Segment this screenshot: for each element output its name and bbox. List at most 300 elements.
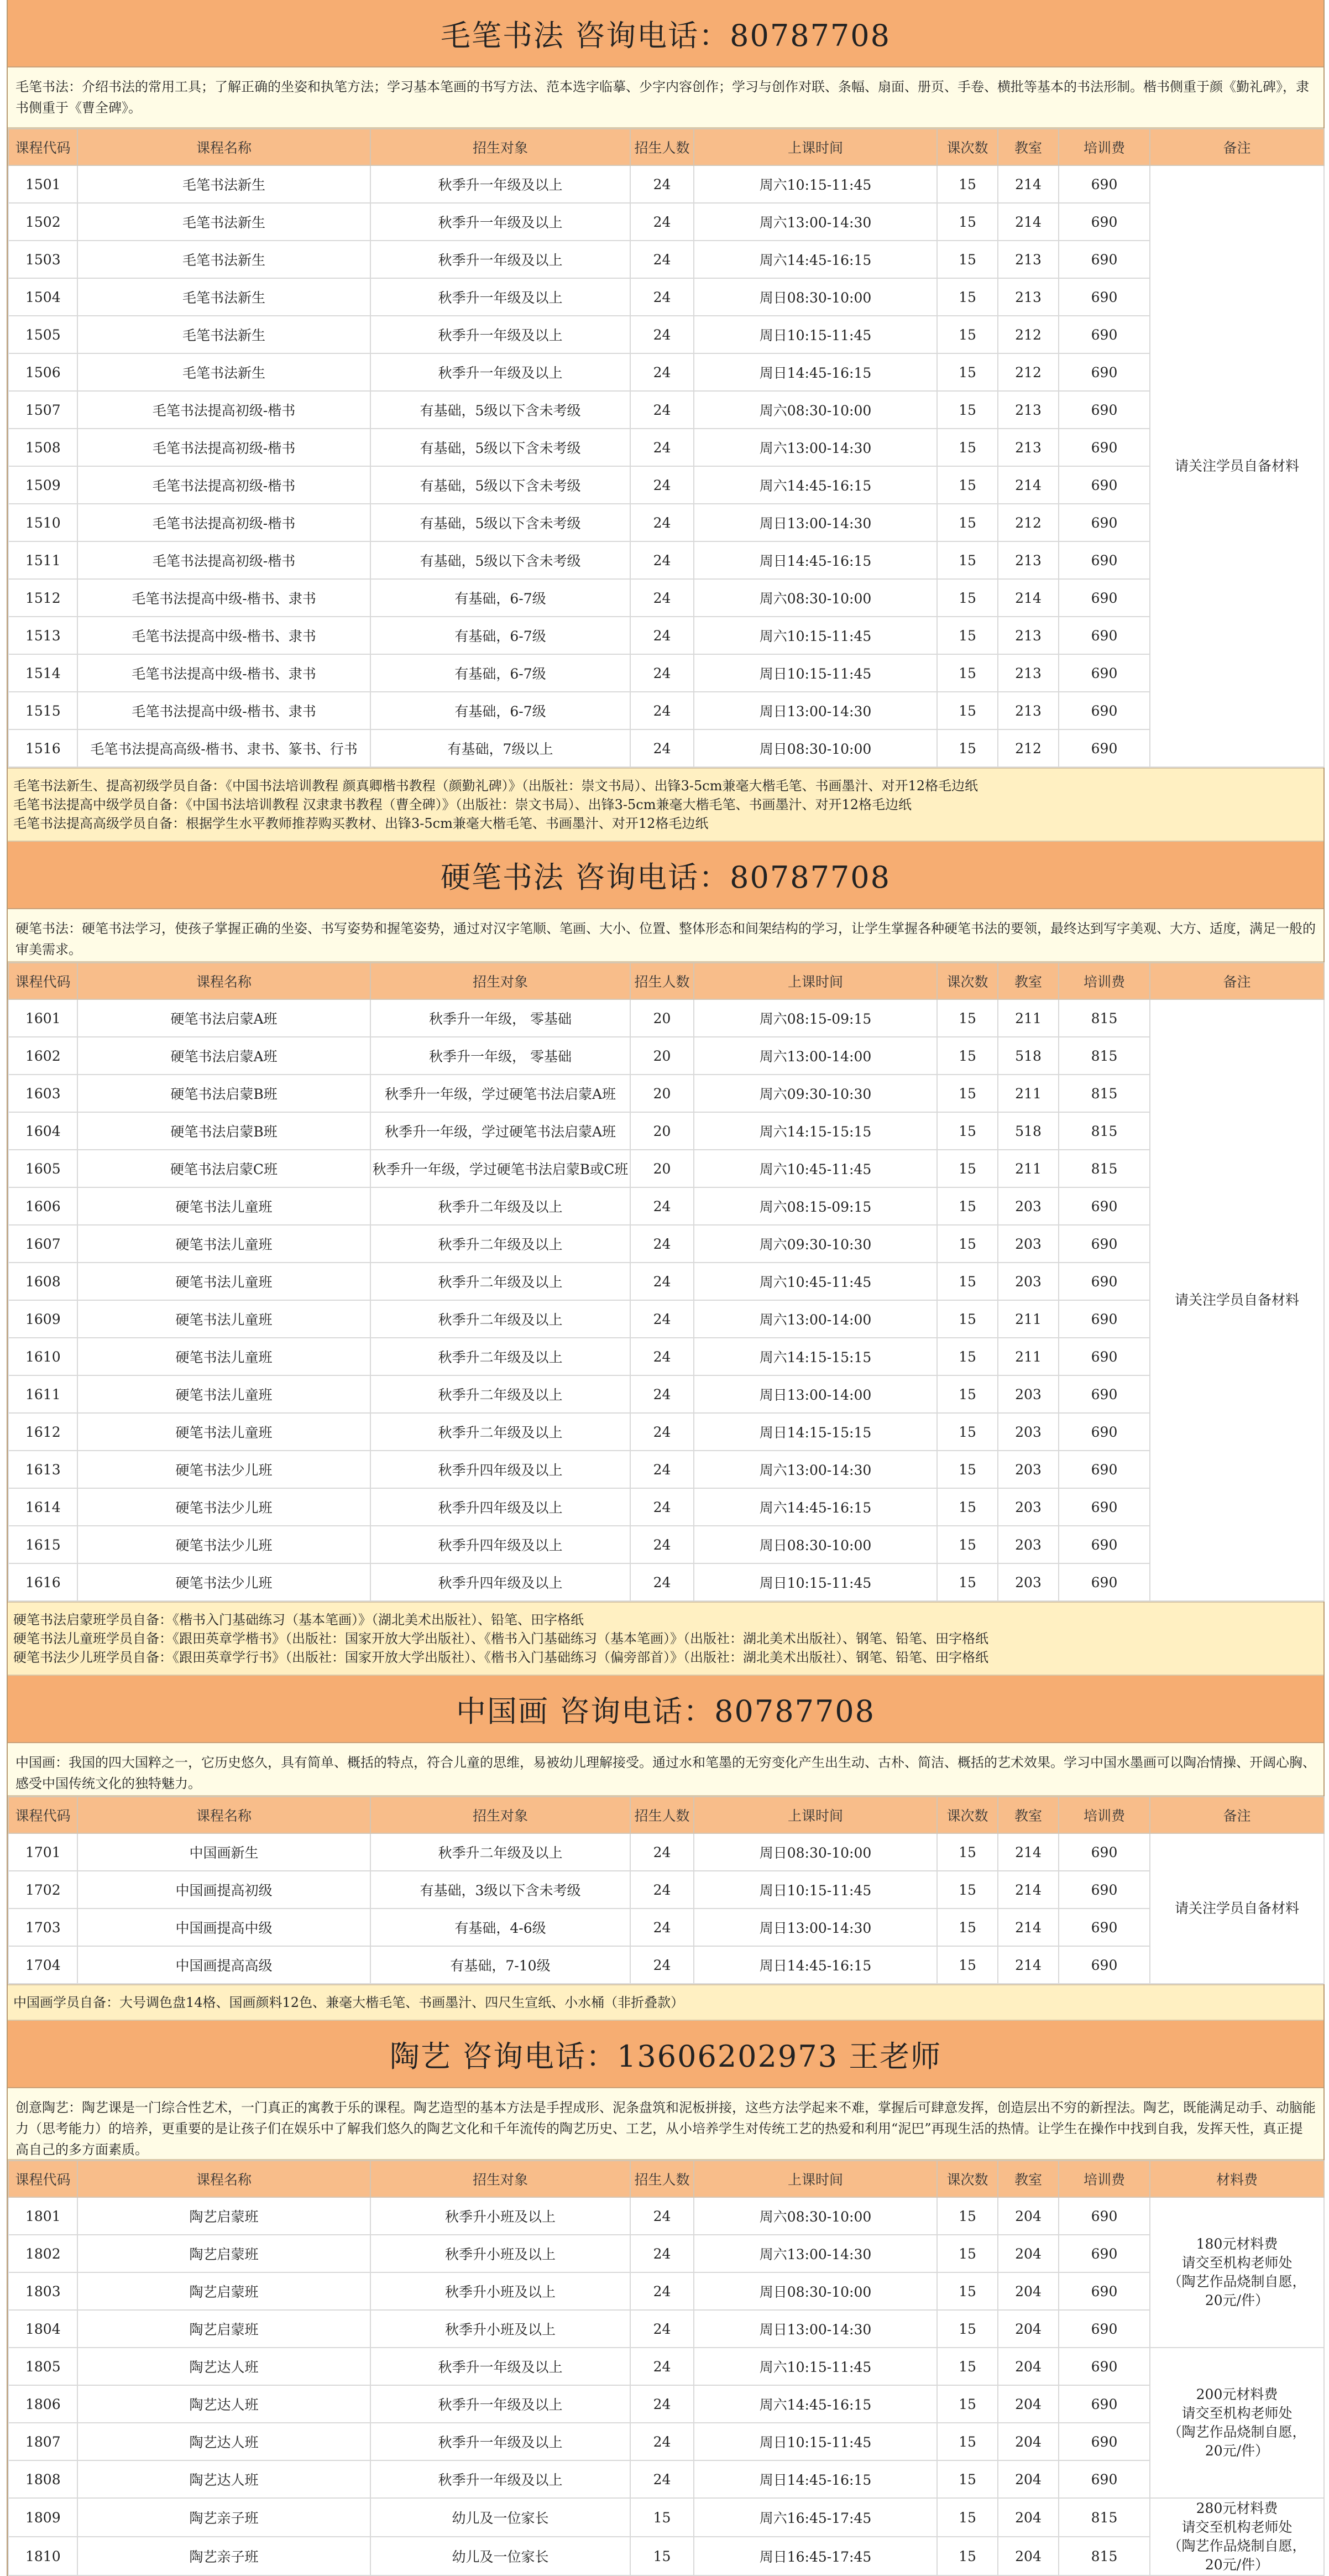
table-cell: 15 xyxy=(937,1037,998,1075)
table-cell: 1801 xyxy=(8,2197,77,2235)
table-cell: 690 xyxy=(1059,316,1150,353)
section-description: 硬笔书法：硬笔书法学习，使孩子掌握正确的坐姿、书写姿势和握笔姿势，通过对汉字笔顺、笔画、大小、位置、整体形态和间架结构的学习，让学生掌握各种硬笔书法的要领，最终达到写字美观、大方、适度，满足一般的审美需求。 xyxy=(8,909,1323,962)
table-cell: 15 xyxy=(937,541,998,579)
table-row xyxy=(8,1187,1324,1225)
table-cell: 15 xyxy=(937,1075,998,1112)
table-cell: 203 xyxy=(998,1488,1059,1526)
column-header: 教室 xyxy=(998,2161,1059,2197)
course-table xyxy=(8,962,1325,1602)
table-cell: 秋季升一年级及以上 xyxy=(370,316,630,353)
table-cell: 有基础，7-10级 xyxy=(370,1946,630,1984)
table-row xyxy=(8,2385,1324,2423)
materials-note xyxy=(8,1602,1323,1676)
table-cell: 1501 xyxy=(8,165,77,203)
table-cell: 15 xyxy=(630,2537,694,2575)
remark-cell: 请关注学员自备材料 xyxy=(1150,165,1324,767)
table-cell: 212 xyxy=(998,316,1059,353)
table-row xyxy=(8,2348,1324,2385)
table-cell: 周日13:00-14:30 xyxy=(694,2310,937,2348)
table-cell: 15 xyxy=(937,1526,998,1563)
table-cell: 15 xyxy=(937,1871,998,1908)
table-cell: 15 xyxy=(937,1300,998,1338)
table-cell: 24 xyxy=(630,1488,694,1526)
table-cell: 1604 xyxy=(8,1112,77,1150)
table-cell: 15 xyxy=(937,2348,998,2385)
table-cell: 15 xyxy=(937,1946,998,1984)
table-cell: 15 xyxy=(937,1451,998,1488)
table-cell: 秋季升一年级，学过硬笔书法启蒙A班 xyxy=(370,1075,630,1112)
table-row xyxy=(8,541,1324,579)
table-cell: 214 xyxy=(998,1946,1059,1984)
table-cell: 1703 xyxy=(8,1908,77,1946)
table-cell: 214 xyxy=(998,1871,1059,1908)
table-cell: 204 xyxy=(998,2348,1059,2385)
column-header: 课程代码 xyxy=(8,2161,77,2197)
section-title: 硬笔书法 咨询电话：80787708 xyxy=(8,842,1323,909)
table-cell: 24 xyxy=(630,617,694,654)
table-cell: 毛笔书法新生 xyxy=(77,278,370,316)
table-header-row xyxy=(8,963,1324,999)
table-cell: 15 xyxy=(937,2197,998,2235)
table-cell: 秋季升一年级及以上 xyxy=(370,165,630,203)
table-cell: 24 xyxy=(630,1375,694,1413)
table-cell: 690 xyxy=(1059,1908,1150,1946)
table-row xyxy=(8,2498,1324,2537)
table-cell: 毛笔书法提高初级-楷书 xyxy=(77,391,370,429)
table-cell: 518 xyxy=(998,1112,1059,1150)
table-cell: 204 xyxy=(998,2460,1059,2498)
table-cell: 15 xyxy=(937,1375,998,1413)
table-cell: 周日16:45-17:45 xyxy=(694,2537,937,2575)
table-row xyxy=(8,2423,1324,2460)
materials-line: 硬笔书法少儿班学员自备：《跟田英章学行书》（出版社：国家开放大学出版社）、《楷书入门基础练习（偏旁部首）》（出版社：湖北美术出版社）、钢笔、铅笔、田字格纸 xyxy=(13,1650,988,1665)
table-cell: 24 xyxy=(630,1946,694,1984)
table-cell: 690 xyxy=(1059,1413,1150,1451)
column-header: 课程名称 xyxy=(77,1797,370,1833)
table-cell: 秋季升二年级及以上 xyxy=(370,1413,630,1451)
table-cell: 1615 xyxy=(8,1526,77,1563)
table-cell: 690 xyxy=(1059,1187,1150,1225)
table-cell: 周六13:00-14:30 xyxy=(694,1451,937,1488)
table-cell: 15 xyxy=(937,504,998,541)
table-cell: 周日08:30-10:00 xyxy=(694,1833,937,1871)
table-cell: 秋季升四年级及以上 xyxy=(370,1563,630,1601)
table-cell: 24 xyxy=(630,316,694,353)
column-header: 招生人数 xyxy=(630,963,694,999)
remark-cell: 280元材料费 请交至机构老师处 （陶艺作品烧制自愿， 20元/件） xyxy=(1150,2498,1324,2575)
table-cell: 690 xyxy=(1059,466,1150,504)
table-cell: 中国画提高高级 xyxy=(77,1946,370,1984)
table-cell: 15 xyxy=(937,1263,998,1300)
table-cell: 24 xyxy=(630,729,694,767)
column-header: 课程名称 xyxy=(77,963,370,999)
table-row xyxy=(8,2310,1324,2348)
table-cell: 周六14:45-16:15 xyxy=(694,466,937,504)
course-table xyxy=(8,2160,1325,2576)
table-cell: 秋季升一年级， 零基础 xyxy=(370,1037,630,1075)
column-header: 上课时间 xyxy=(694,963,937,999)
table-row xyxy=(8,1150,1324,1187)
table-cell: 24 xyxy=(630,1225,694,1263)
table-cell: 周六08:30-10:00 xyxy=(694,2197,937,2235)
table-cell: 24 xyxy=(630,1451,694,1488)
table-row xyxy=(8,1112,1324,1150)
table-cell: 有基础，7级以上 xyxy=(370,729,630,767)
table-cell: 秋季升二年级及以上 xyxy=(370,1338,630,1375)
table-cell: 硬笔书法儿童班 xyxy=(77,1338,370,1375)
table-cell: 1504 xyxy=(8,278,77,316)
section-description: 创意陶艺：陶艺课是一门综合性艺术，一门真正的寓教于乐的课程。陶艺造型的基本方法是手捏成形、泥条盘筑和泥板拼接，这些方法学起来不难，掌握后可肆意发挥，创造层出不穷的新捏法。陶艺，既能满足动手、动脑能力（思考能力）的培养，更重要的是让孩子们在娱乐中了解我们悠久的陶艺文化和千年流传的陶艺历史、工艺，从小培养学生对传统工艺的热爱和利用“泥巴”再现生活的热情。让学生在操作中找到自我，发挥天性，真正提高自己的多方面素质。 xyxy=(8,2088,1323,2160)
table-row xyxy=(8,617,1324,654)
table-cell: 周日10:15-11:45 xyxy=(694,316,937,353)
table-cell: 690 xyxy=(1059,579,1150,617)
table-cell: 15 xyxy=(937,2498,998,2537)
table-cell: 15 xyxy=(937,1112,998,1150)
table-cell: 24 xyxy=(630,391,694,429)
table-cell: 15 xyxy=(937,466,998,504)
table-cell: 1601 xyxy=(8,999,77,1037)
column-header: 招生人数 xyxy=(630,2161,694,2197)
table-cell: 有基础，6-7级 xyxy=(370,617,630,654)
table-cell: 硬笔书法少儿班 xyxy=(77,1563,370,1601)
table-cell: 24 xyxy=(630,1833,694,1871)
table-cell: 1606 xyxy=(8,1187,77,1225)
table-cell: 周六14:45-16:15 xyxy=(694,2385,937,2423)
table-cell: 周日08:30-10:00 xyxy=(694,2272,937,2310)
table-cell: 204 xyxy=(998,2197,1059,2235)
table-cell: 陶艺达人班 xyxy=(77,2460,370,2498)
table-cell: 有基础，6-7级 xyxy=(370,654,630,692)
table-cell: 周日10:15-11:45 xyxy=(694,1563,937,1601)
table-cell: 15 xyxy=(937,2272,998,2310)
table-cell: 毛笔书法提高初级-楷书 xyxy=(77,504,370,541)
table-cell: 204 xyxy=(998,2272,1059,2310)
table-cell: 周六13:00-14:30 xyxy=(694,203,937,241)
table-cell: 24 xyxy=(630,1263,694,1300)
table-cell: 1808 xyxy=(8,2460,77,2498)
table-cell: 690 xyxy=(1059,504,1150,541)
table-cell: 15 xyxy=(937,353,998,391)
table-cell: 15 xyxy=(937,1338,998,1375)
table-cell: 204 xyxy=(998,2235,1059,2272)
table-cell: 24 xyxy=(630,241,694,278)
table-cell: 15 xyxy=(937,2460,998,2498)
table-cell: 15 xyxy=(937,1225,998,1263)
table-cell: 周六14:45-16:15 xyxy=(694,1488,937,1526)
table-cell: 24 xyxy=(630,504,694,541)
remark-cell: 请关注学员自备材料 xyxy=(1150,1833,1324,1984)
table-cell: 24 xyxy=(630,2348,694,2385)
table-row xyxy=(8,1375,1324,1413)
table-cell: 陶艺达人班 xyxy=(77,2385,370,2423)
table-cell: 秋季升一年级及以上 xyxy=(370,278,630,316)
table-cell: 硬笔书法少儿班 xyxy=(77,1451,370,1488)
table-cell: 20 xyxy=(630,1150,694,1187)
table-cell: 周六10:15-11:45 xyxy=(694,165,937,203)
table-cell: 秋季升一年级，学过硬笔书法启蒙B或C班 xyxy=(370,1150,630,1187)
table-cell: 秋季升四年级及以上 xyxy=(370,1488,630,1526)
table-cell: 1616 xyxy=(8,1563,77,1601)
table-row xyxy=(8,1225,1324,1263)
table-cell: 1704 xyxy=(8,1946,77,1984)
remark-cell: 请关注学员自备材料 xyxy=(1150,999,1324,1601)
table-cell: 203 xyxy=(998,1375,1059,1413)
table-cell: 秋季升一年级，学过硬笔书法启蒙A班 xyxy=(370,1112,630,1150)
section-title: 陶艺 咨询电话：13606202973 王老师 xyxy=(8,2021,1323,2088)
table-cell: 24 xyxy=(630,1300,694,1338)
table-cell: 214 xyxy=(998,1908,1059,1946)
table-cell: 硬笔书法儿童班 xyxy=(77,1187,370,1225)
column-header: 课程代码 xyxy=(8,963,77,999)
table-cell: 陶艺启蒙班 xyxy=(77,2310,370,2348)
column-header: 招生对象 xyxy=(370,2161,630,2197)
column-header: 课次数 xyxy=(937,963,998,999)
table-cell: 硬笔书法少儿班 xyxy=(77,1488,370,1526)
column-header: 招生对象 xyxy=(370,1797,630,1833)
table-cell: 1510 xyxy=(8,504,77,541)
table-cell: 690 xyxy=(1059,1263,1150,1300)
table-cell: 硬笔书法儿童班 xyxy=(77,1413,370,1451)
table-cell: 毛笔书法新生 xyxy=(77,241,370,278)
column-header-note: 备注 xyxy=(1150,1797,1324,1833)
table-cell: 陶艺启蒙班 xyxy=(77,2197,370,2235)
table-cell: 有基础，5级以下含未考级 xyxy=(370,541,630,579)
table-cell: 690 xyxy=(1059,278,1150,316)
table-row xyxy=(8,1338,1324,1375)
table-cell: 1514 xyxy=(8,654,77,692)
table-cell: 秋季升一年级， 零基础 xyxy=(370,999,630,1037)
table-cell: 1810 xyxy=(8,2537,77,2575)
table-row xyxy=(8,353,1324,391)
table-cell: 690 xyxy=(1059,1526,1150,1563)
table-cell: 690 xyxy=(1059,2197,1150,2235)
table-cell: 15 xyxy=(937,429,998,466)
table-cell: 690 xyxy=(1059,1488,1150,1526)
table-cell: 815 xyxy=(1059,2498,1150,2537)
table-cell: 15 xyxy=(937,1563,998,1601)
table-row xyxy=(8,203,1324,241)
materials-note xyxy=(8,768,1323,842)
table-cell: 15 xyxy=(937,729,998,767)
table-cell: 214 xyxy=(998,165,1059,203)
course-schedule-page xyxy=(7,0,1325,2576)
table-cell: 24 xyxy=(630,1908,694,1946)
column-header: 教室 xyxy=(998,1797,1059,1833)
table-cell: 周日14:15-15:15 xyxy=(694,1413,937,1451)
table-cell: 秋季升一年级及以上 xyxy=(370,241,630,278)
table-cell: 213 xyxy=(998,278,1059,316)
table-cell: 24 xyxy=(630,2310,694,2348)
table-cell: 211 xyxy=(998,1150,1059,1187)
table-cell: 214 xyxy=(998,203,1059,241)
section-description: 中国画：我国的四大国粹之一，它历史悠久，具有简单、概括的特点，符合儿童的思维，易被幼儿理解接受。通过水和笔墨的无穷变化产生出生动、古朴、简洁、概括的艺术效果。学习中国水墨画可以陶冶情操、开阔心胸、感受中国传统文化的独特魅力。 xyxy=(8,1743,1323,1796)
table-cell: 15 xyxy=(937,316,998,353)
table-cell: 690 xyxy=(1059,1451,1150,1488)
table-cell: 15 xyxy=(937,692,998,729)
column-header: 招生人数 xyxy=(630,129,694,165)
table-cell: 24 xyxy=(630,541,694,579)
table-cell: 15 xyxy=(937,241,998,278)
table-cell: 陶艺启蒙班 xyxy=(77,2272,370,2310)
table-cell: 1809 xyxy=(8,2498,77,2537)
table-cell: 有基础，5级以下含未考级 xyxy=(370,429,630,466)
table-cell: 15 xyxy=(937,1488,998,1526)
table-cell: 815 xyxy=(1059,1037,1150,1075)
table-cell: 24 xyxy=(630,654,694,692)
table-row xyxy=(8,165,1324,203)
table-cell: 204 xyxy=(998,2498,1059,2537)
table-cell: 秋季升一年级及以上 xyxy=(370,2348,630,2385)
table-cell: 15 xyxy=(937,579,998,617)
course-table xyxy=(8,1796,1325,1984)
table-cell: 秋季升小班及以上 xyxy=(370,2197,630,2235)
column-header-note: 备注 xyxy=(1150,963,1324,999)
table-cell: 1512 xyxy=(8,579,77,617)
table-cell: 24 xyxy=(630,1338,694,1375)
table-row xyxy=(8,1263,1324,1300)
table-cell: 毛笔书法新生 xyxy=(77,165,370,203)
table-cell: 213 xyxy=(998,617,1059,654)
table-cell: 周六08:30-10:00 xyxy=(694,391,937,429)
section-title: 毛笔书法 咨询电话：80787708 xyxy=(8,0,1323,67)
table-cell: 213 xyxy=(998,241,1059,278)
table-cell: 15 xyxy=(630,2498,694,2537)
course-table xyxy=(8,128,1325,768)
column-header: 课程名称 xyxy=(77,129,370,165)
column-header: 上课时间 xyxy=(694,129,937,165)
table-cell: 15 xyxy=(937,617,998,654)
table-cell: 1807 xyxy=(8,2423,77,2460)
table-row xyxy=(8,654,1324,692)
table-cell: 硬笔书法启蒙B班 xyxy=(77,1112,370,1150)
table-cell: 毛笔书法提高中级-楷书、隶书 xyxy=(77,654,370,692)
table-cell: 周日14:45-16:15 xyxy=(694,2460,937,2498)
table-cell: 24 xyxy=(630,165,694,203)
table-cell: 1806 xyxy=(8,2385,77,2423)
table-cell: 24 xyxy=(630,2197,694,2235)
table-row xyxy=(8,2460,1324,2498)
table-cell: 690 xyxy=(1059,2235,1150,2272)
table-cell: 周六10:15-11:45 xyxy=(694,2348,937,2385)
table-cell: 211 xyxy=(998,1338,1059,1375)
table-cell: 秋季升二年级及以上 xyxy=(370,1375,630,1413)
table-cell: 陶艺亲子班 xyxy=(77,2498,370,2537)
table-cell: 有基础，5级以下含未考级 xyxy=(370,391,630,429)
table-cell: 690 xyxy=(1059,692,1150,729)
table-cell: 1702 xyxy=(8,1871,77,1908)
table-cell: 秋季升二年级及以上 xyxy=(370,1225,630,1263)
table-cell: 毛笔书法新生 xyxy=(77,203,370,241)
table-cell: 硬笔书法启蒙C班 xyxy=(77,1150,370,1187)
table-cell: 690 xyxy=(1059,617,1150,654)
table-cell: 周日13:00-14:30 xyxy=(694,1908,937,1946)
table-cell: 1603 xyxy=(8,1075,77,1112)
table-cell: 毛笔书法提高初级-楷书 xyxy=(77,466,370,504)
table-cell: 秋季升四年级及以上 xyxy=(370,1526,630,1563)
table-cell: 24 xyxy=(630,2235,694,2272)
table-cell: 秋季升小班及以上 xyxy=(370,2272,630,2310)
table-cell: 204 xyxy=(998,2537,1059,2575)
table-cell: 24 xyxy=(630,2460,694,2498)
table-cell: 有基础，5级以下含未考级 xyxy=(370,504,630,541)
table-cell: 212 xyxy=(998,729,1059,767)
table-cell: 周日14:45-16:15 xyxy=(694,353,937,391)
table-cell: 213 xyxy=(998,692,1059,729)
table-cell: 1511 xyxy=(8,541,77,579)
table-cell: 幼儿及一位家长 xyxy=(370,2498,630,2537)
table-row xyxy=(8,1300,1324,1338)
table-cell: 24 xyxy=(630,1563,694,1601)
table-cell: 中国画新生 xyxy=(77,1833,370,1871)
table-row xyxy=(8,1946,1324,1984)
table-cell: 硬笔书法儿童班 xyxy=(77,1263,370,1300)
table-cell: 1610 xyxy=(8,1338,77,1375)
table-row xyxy=(8,729,1324,767)
table-cell: 1802 xyxy=(8,2235,77,2272)
table-cell: 周六16:45-17:45 xyxy=(694,2498,937,2537)
table-cell: 24 xyxy=(630,579,694,617)
table-cell: 20 xyxy=(630,1037,694,1075)
table-cell: 15 xyxy=(937,654,998,692)
table-cell: 203 xyxy=(998,1413,1059,1451)
table-cell: 1513 xyxy=(8,617,77,654)
table-cell: 690 xyxy=(1059,2272,1150,2310)
table-cell: 15 xyxy=(937,1413,998,1451)
table-cell: 1805 xyxy=(8,2348,77,2385)
table-row xyxy=(8,1488,1324,1526)
table-cell: 211 xyxy=(998,999,1059,1037)
table-header-row xyxy=(8,1797,1324,1833)
table-cell: 214 xyxy=(998,579,1059,617)
table-cell: 1701 xyxy=(8,1833,77,1871)
table-cell: 周六09:30-10:30 xyxy=(694,1075,937,1112)
table-row xyxy=(8,1563,1324,1601)
table-cell: 690 xyxy=(1059,1946,1150,1984)
table-cell: 690 xyxy=(1059,654,1150,692)
table-cell: 周六13:00-14:00 xyxy=(694,1300,937,1338)
table-cell: 213 xyxy=(998,429,1059,466)
table-cell: 690 xyxy=(1059,1833,1150,1871)
table-cell: 硬笔书法儿童班 xyxy=(77,1375,370,1413)
table-cell: 690 xyxy=(1059,391,1150,429)
table-cell: 1605 xyxy=(8,1150,77,1187)
table-cell: 毛笔书法提高中级-楷书、隶书 xyxy=(77,692,370,729)
table-cell: 周六14:15-15:15 xyxy=(694,1112,937,1150)
table-cell: 陶艺启蒙班 xyxy=(77,2235,370,2272)
table-row xyxy=(8,692,1324,729)
table-cell: 1508 xyxy=(8,429,77,466)
table-row xyxy=(8,241,1324,278)
table-cell: 203 xyxy=(998,1563,1059,1601)
table-row xyxy=(8,1075,1324,1112)
table-cell: 周六14:15-15:15 xyxy=(694,1338,937,1375)
table-cell: 陶艺达人班 xyxy=(77,2423,370,2460)
table-cell: 1804 xyxy=(8,2310,77,2348)
table-cell: 有基础，3级以下含未考级 xyxy=(370,1871,630,1908)
table-cell: 周日13:00-14:30 xyxy=(694,692,937,729)
table-row xyxy=(8,1413,1324,1451)
table-cell: 有基础，6-7级 xyxy=(370,692,630,729)
table-cell: 周六14:45-16:15 xyxy=(694,241,937,278)
table-cell: 24 xyxy=(630,278,694,316)
table-cell: 24 xyxy=(630,2385,694,2423)
table-cell: 204 xyxy=(998,2423,1059,2460)
table-cell: 1612 xyxy=(8,1413,77,1451)
table-cell: 690 xyxy=(1059,429,1150,466)
table-cell: 690 xyxy=(1059,2385,1150,2423)
table-cell: 毛笔书法提高中级-楷书、隶书 xyxy=(77,617,370,654)
table-cell: 硬笔书法少儿班 xyxy=(77,1526,370,1563)
